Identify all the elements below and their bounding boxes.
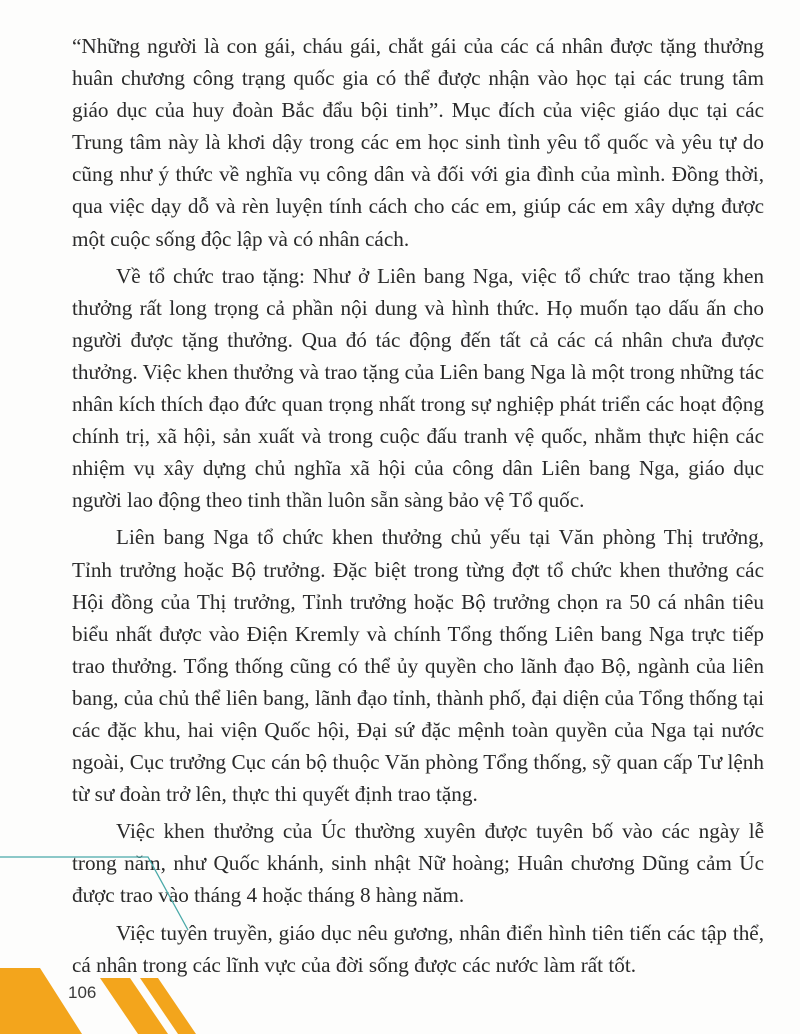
page-number: 106 [68,983,97,1002]
paragraph-australia-awards: Việc khen thưởng của Úc thường xuyên được tuyên bố vào các ngày lễ trong năm, như Quốc khánh, sinh nhật Nữ hoàng; Huân chương Dũng cảm Úc được trao vào tháng 4 hoặc tháng 8 hàng năm. [72,819,764,908]
paragraph-russia-awards: Liên bang Nga tổ chức khen thưởng chủ yếu tại Văn phòng Thị trưởng, Tỉnh trưởng hoặc Bộ trưởng. Đặc biệt trong từng đợt tổ chức khen thưởng các Hội đồng của Thị trưởng, Tỉnh trưởng hoặc Bộ trưởng chọn ra 50 cá nhân tiêu biểu nhất được vào Điện Kremly và chính Tổng thống Liên bang Nga trực tiếp trao thưởng. Tổng thống cũng có thể ủy quyền cho lãnh đạo Bộ, ngành của liên bang, của chủ thể liên bang, lãnh đạo tỉnh, thành phố, đại diện của Tổng thống tại các đặc khu, hai viện Quốc hội, Đại sứ đặc mệnh toàn quyền của Nga tại nước ngoài, Cục trưởng Cục cán bộ thuộc Văn phòng Tổng thống, sỹ quan cấp Tư lệnh từ sư đoàn trở lên, thực thi quyết định trao tặng. [72,525,764,807]
footer-accent-line [0,857,188,930]
body-text [72,30,764,986]
paragraph-propaganda: Việc tuyên truyền, giáo dục nêu gương, nhân điển hình tiên tiến các tập thể, cá nhân trong các lĩnh vực của đời sống được các nước làm rất tốt. [72,920,764,977]
page-footer-decoration [0,850,800,1034]
paragraph-award-ceremony: Về tổ chức trao tặng: Như ở Liên bang Nga, việc tổ chức trao tặng khen thưởng rất long trọng cả phần nội dung và hình thức. Họ muốn tạo dấu ấn cho người được tặng thưởng. Qua đó tác động đến tất cả các cá nhân chưa được thưởng. Việc khen thưởng và trao tặng của Liên bang Nga là một trong những tác nhân kích thích đạo đức quan trọng nhất trong sự nghiệp phát triển các hoạt động chính trị, xã hội, sản xuất và trong cuộc đấu tranh vệ quốc, nhằm thực hiện các nhiệm vụ xây dựng chủ nghĩa xã hội của công dân Liên bang Nga, giáo dục người lao động theo tinh thần luôn sẵn sàng bảo vệ Tổ quốc. [72,263,764,513]
paragraph-continuation: “Những người là con gái, cháu gái, chắt gái của các cá nhân được tặng thưởng huân chương công trạng quốc gia có thể được nhận vào học tại các trung tâm giáo dục của huy đoàn Bắc đẩu bội tinh”. Mục đích của việc giáo dục tại các Trung tâm này là khơi dậy trong các em học sinh tình yêu tổ quốc và yêu tự do cũng như ý thức về nghĩa vụ công dân và đối với gia đình của mình. Đồng thời, qua việc dạy dỗ và rèn luyện tính cách cho các em, giúp các em xây dựng được một cuộc sống độc lập và có nhân cách. [72,34,764,251]
